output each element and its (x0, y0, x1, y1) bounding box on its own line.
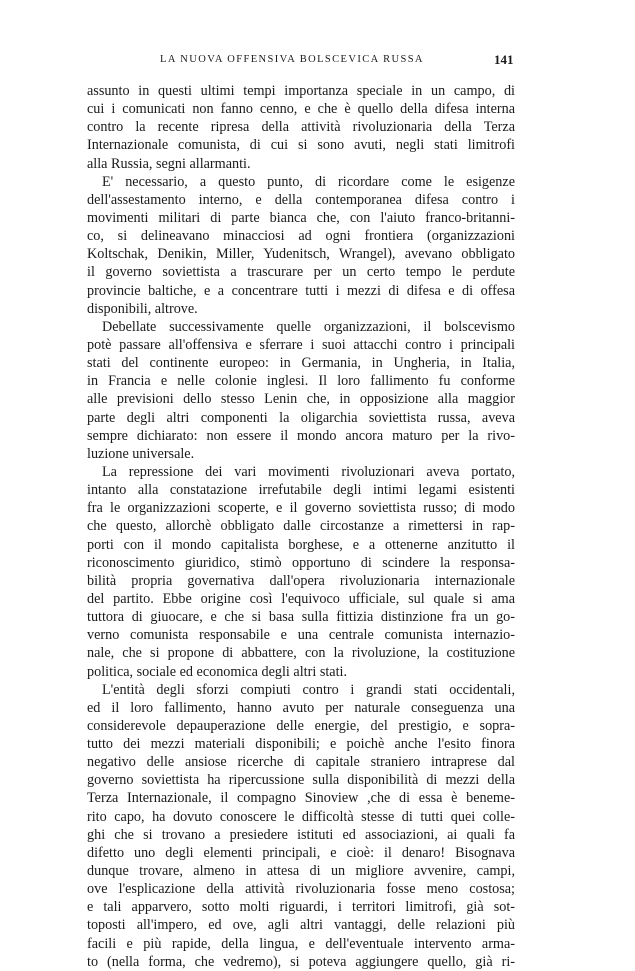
text-line: ed il loro fallimento, hanno avuto per naturale conseguenza una (87, 699, 515, 716)
text-line: il governo soviettista a trascurare per un certo tempo le perdute (87, 264, 515, 281)
text-line: che questo, allorchè obbligato dalle circostanze a rimettersi in rap- (87, 518, 515, 535)
text-line: tutto dei mezzi materiali disponibili; e poichè anche l'esito finora (87, 736, 515, 753)
text-line: Koltschak, Denikin, Miller, Yudenitsch, Wrangel), avevano obbligato (87, 246, 515, 263)
text-line: difetto uno degli elementi principali, e cioè: il denaro! Bisognava (87, 844, 515, 861)
body-text (87, 82, 515, 971)
text-line: assunto in questi ultimi tempi importanza speciale in un campo, di (87, 83, 515, 99)
text-line: luzione universale. (87, 445, 195, 462)
text-line: L'entità degli sforzi compiuti contro i grandi stati occidentali, (102, 681, 515, 698)
text-line: contro la recente ripresa della attività rivoluzionaria della Terza (87, 119, 515, 136)
text-line: cui i comunicati non fanno cenno, e che è quello della difesa interna (87, 101, 515, 118)
text-line: governo soviettista ha ripercussione sulla disponibilità di mezzi della (87, 772, 515, 789)
text-line: Internazionale comunista, di cui si sono avuti, negli stati limitrofi (87, 137, 515, 154)
text-line: facili e più rapide, della lingua, e dell'eventuale intervento arma- (87, 935, 515, 952)
text-line: tuttora di giuocare, e che si basa sulla fittizia distinzione fra un go- (87, 609, 515, 626)
text-line: co, si delineavano minacciosi ad ogni frontiera (organizzazioni (87, 228, 515, 245)
text-line: intanto alla constatazione irrefutabile degli intimi legami esistenti (87, 482, 515, 499)
text-line: disponibili, altrove. (87, 300, 198, 317)
text-line: dell'assestamento interno, e della contemporanea difesa contro i (87, 191, 515, 208)
text-line: to (nella forma, che vedremo), si poteva aggiungere quello, già ri- (87, 953, 515, 970)
running-title: LA NUOVA OFFENSIVA BOLSCEVICA RUSSA (160, 54, 424, 65)
text-line: nale, che si propone di abbattere, con la rivoluzione, la costituzione (87, 645, 515, 662)
text-line: dunque trovare, almeno in attesa di un migliore avvenire, campi, (87, 863, 515, 880)
text-line: alle previsioni dello stesso Lenin che, in opposizione alla maggior (87, 391, 515, 408)
text-line: politica, sociale ed economica degli altri stati. (87, 663, 348, 680)
text-line: provincie baltiche, e a concentrare tutti i mezzi di difesa e di offesa (87, 282, 515, 299)
text-line: sempre dichiarato: non essere il mondo ancora maturo per la rivo- (87, 427, 515, 444)
text-line: toposti all'impero, ed ove, agli altri vantaggi, delle relazioni più (87, 917, 515, 934)
text-line: rito capo, ha dovuto conoscere le difficoltà stesse di tutti quei colle- (87, 808, 515, 825)
text-line: riconoscimento giuridico, stimò opportuno di scindere la responsa- (87, 554, 515, 571)
text-line: negativo delle ansiose ricerche di capitale straniero intraprese dal (87, 754, 515, 771)
text-line: ghi che si trovano a presiedere istituti ed associazioni, ai quali fa (87, 826, 515, 843)
text-line: ove l'esplicazione della attività rivoluzionaria fosse meno costosa; (87, 881, 515, 898)
text-line: in Francia e nelle colonie inglesi. Il loro fallimento fu conforme (87, 373, 515, 390)
text-line: potè passare all'offensiva e sferrare i suoi attacchi contro i principali (87, 336, 515, 353)
text-line: fra le organizzazioni scoperte, e il governo soviettista russo; di modo (87, 500, 515, 517)
text-line: alla Russia, segni allarmanti. (87, 155, 251, 172)
text-line: Terza Internazionale, il compagno Sinoview ,che di essa è beneme- (87, 790, 515, 807)
text-line: considerevole depauperazione delle energie, del prestigio, e sopra- (87, 717, 515, 734)
text-line: e tali apparvero, sotto molti riguardi, i territori limitrofi, già sot- (87, 899, 515, 916)
text-line: E' necessario, a questo punto, di ricordare come le esigenze (102, 173, 515, 190)
text-line: del partito. Ebbe origine così l'equivoco ufficiale, sul quale si ama (87, 590, 515, 607)
text-line: bilità propria governativa dall'opera rivoluzionaria internazionale (87, 572, 515, 589)
text-line: stati del continente europeo: in Germania, in Ungheria, in Italia, (87, 355, 515, 372)
running-head (0, 52, 635, 72)
text-line: Debellate successivamente quelle organizzazioni, il bolscevismo (102, 318, 515, 335)
text-line: movimenti militari di parte bianca che, con l'aiuto franco-britanni- (87, 209, 515, 226)
page-number: 141 (494, 52, 514, 67)
text-line: porti con il mondo capitalista borghese, e a ottenerne anzitutto il (87, 536, 515, 553)
text-line: La repressione dei vari movimenti rivoluzionari aveva portato, (102, 463, 515, 480)
text-line: verno comunista responsabile e una centrale comunista internazio- (87, 627, 515, 644)
text-line: parte degli altri componenti la oligarchia soviettista russa, aveva (87, 409, 515, 426)
